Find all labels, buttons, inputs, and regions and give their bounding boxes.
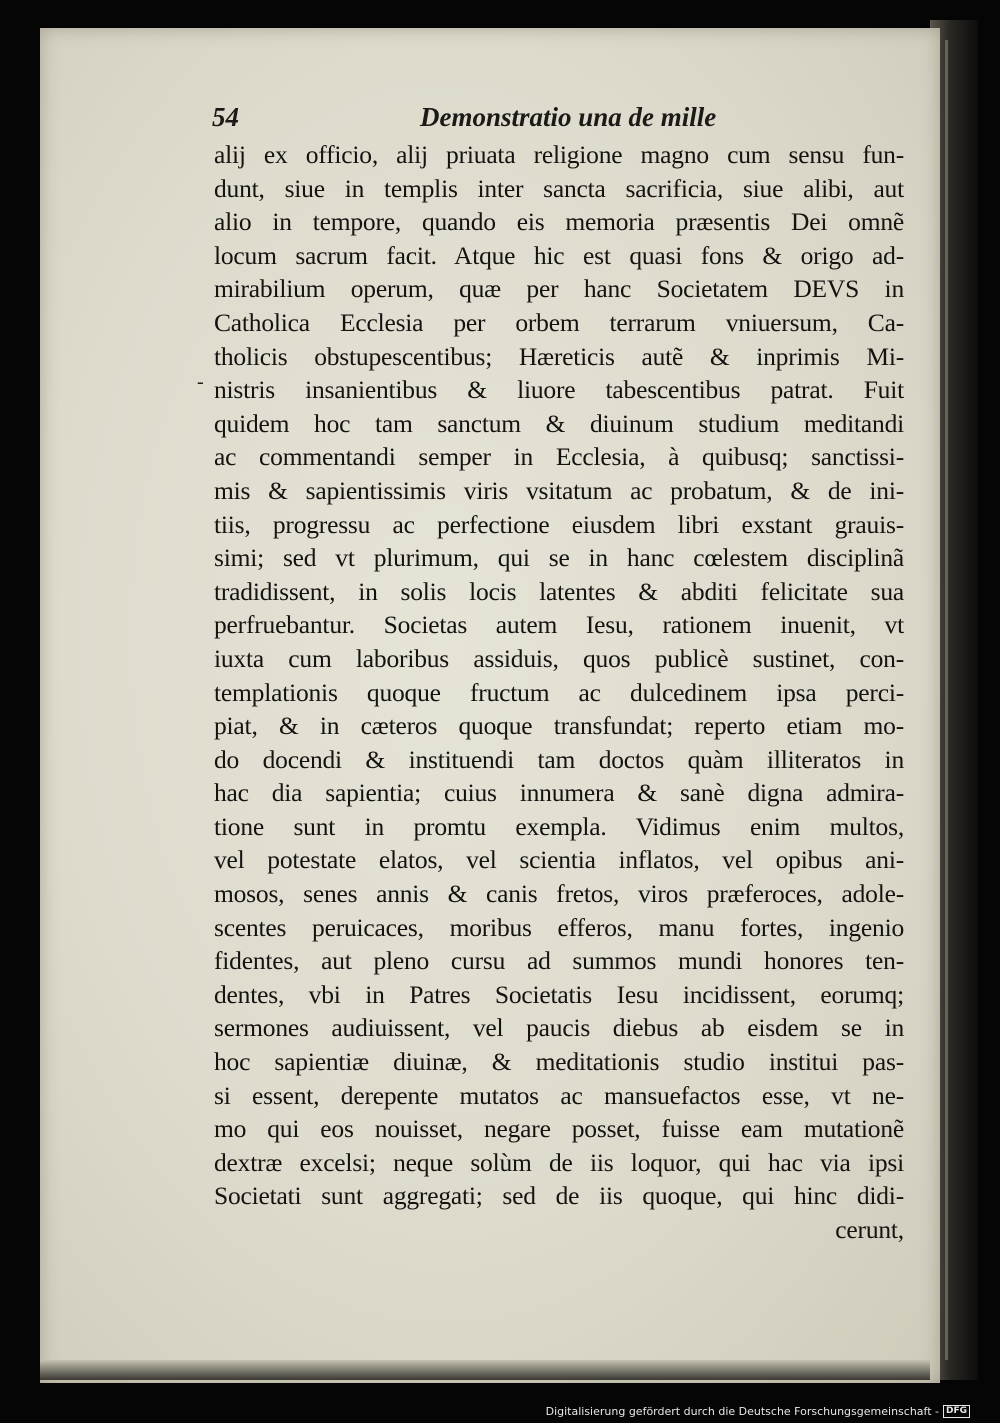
text-line: mosos, senes annis & canis fretos, viros præferoces, adole-	[214, 879, 904, 909]
text-line: mirabilium operum, quæ per hanc Societatem DEVS in	[214, 274, 904, 304]
text-line: scentes peruicaces, moribus efferos, manu fortes, ingenio	[214, 912, 904, 942]
catchword: cerunt,	[835, 1215, 904, 1244]
text-line: nistris insanientibus & liuore tabescentibus patrat. Fuit	[214, 375, 904, 405]
text-line: si essent, derepente mutatos ac mansuefactos esse, vt ne-	[214, 1080, 904, 1110]
text-line: locum sacrum facit. Atque hic est quasi fons & origo ad-	[214, 240, 904, 270]
text-line: perfruebantur. Societas autem Iesu, rationem inuenit, vt	[214, 610, 904, 640]
page-bottom-edge	[40, 1360, 930, 1380]
text-line: sermones audiuissent, vel paucis diebus ab eisdem se in	[214, 1013, 904, 1043]
body-text	[214, 138, 904, 1247]
text-line: Catholica Ecclesia per orbem terrarum vniuersum, Ca-	[214, 307, 904, 337]
page-edge-line	[945, 40, 948, 1360]
text-line: tradidissent, in solis locis latentes & abditi felicitate sua	[214, 576, 904, 606]
text-line: alio in tempore, quando eis memoria præsentis Dei omnẽ	[214, 207, 904, 237]
text-line: tholicis obstupescentibus; Hæreticis autẽ & inprimis Mi-	[214, 341, 904, 371]
text-line: hac dia sapientia; cuius innumera & sanè digna admira-	[214, 778, 904, 808]
text-line: hoc sapientiæ diuinæ, & meditationis studio institui pas-	[214, 1047, 904, 1077]
text-line: ac commentandi semper in Ecclesia, à quibusq; sanctissi-	[214, 442, 904, 472]
text-line: quidem hoc tam sanctum & diuinum studium meditandi	[214, 408, 904, 438]
text-line: Societati sunt aggregati; sed de iis quoque, qui hinc didi-	[214, 1181, 904, 1211]
text-line: tiis, progressu ac perfectione eiusdem libri exstant grauis-	[214, 509, 904, 539]
text-line: dextræ excelsi; neque solùm de iis loquor, qui hac via ipsi	[214, 1147, 904, 1177]
margin-mark: -	[197, 371, 204, 393]
text-line: mo qui eos nouisset, negare posset, fuisse eam mutationẽ	[214, 1114, 904, 1144]
running-title: Demonstratio una de mille	[420, 102, 717, 132]
text-line: tione sunt in promtu exempla. Vidimus enim multos,	[214, 811, 904, 841]
text-line: piat, & in cæteros quoque transfundat; reperto etiam mo-	[214, 711, 904, 741]
credit-text: Digitalisierung gefördert durch die Deutsche Forschungsgemeinschaft -	[545, 1405, 939, 1418]
text-line: vel potestate elatos, vel scientia inflatos, vel opibus ani-	[214, 845, 904, 875]
text-line: simi; sed vt plurimum, qui se in hanc cœlestem disciplinã	[214, 543, 904, 573]
text-line: alij ex officio, alij priuata religione magno cum sensu fun-	[214, 140, 904, 169]
running-head	[212, 102, 752, 140]
page-number: 54	[212, 102, 239, 132]
text-line: fidentes, aut pleno cursu ad summos mundi honores ten-	[214, 946, 904, 976]
text-line: iuxta cum laboribus assiduis, quos publicè sustinet, con-	[214, 643, 904, 673]
text-line: templationis quoque fructum ac dulcedinem ipsa perci-	[214, 677, 904, 707]
digitization-credit	[546, 1405, 970, 1418]
dfg-logo-icon: DFG	[943, 1405, 970, 1418]
text-line: dunt, siue in templis inter sancta sacrificia, siue alibi, aut	[214, 173, 904, 203]
text-line: mis & sapientissimis viris vsitatum ac probatum, & de ini-	[214, 475, 904, 505]
text-line: dentes, vbi in Patres Societatis Iesu incidissent, eorumq;	[214, 979, 904, 1009]
text-line: do docendi & instituendi tam doctos quàm illiteratos in	[214, 744, 904, 774]
